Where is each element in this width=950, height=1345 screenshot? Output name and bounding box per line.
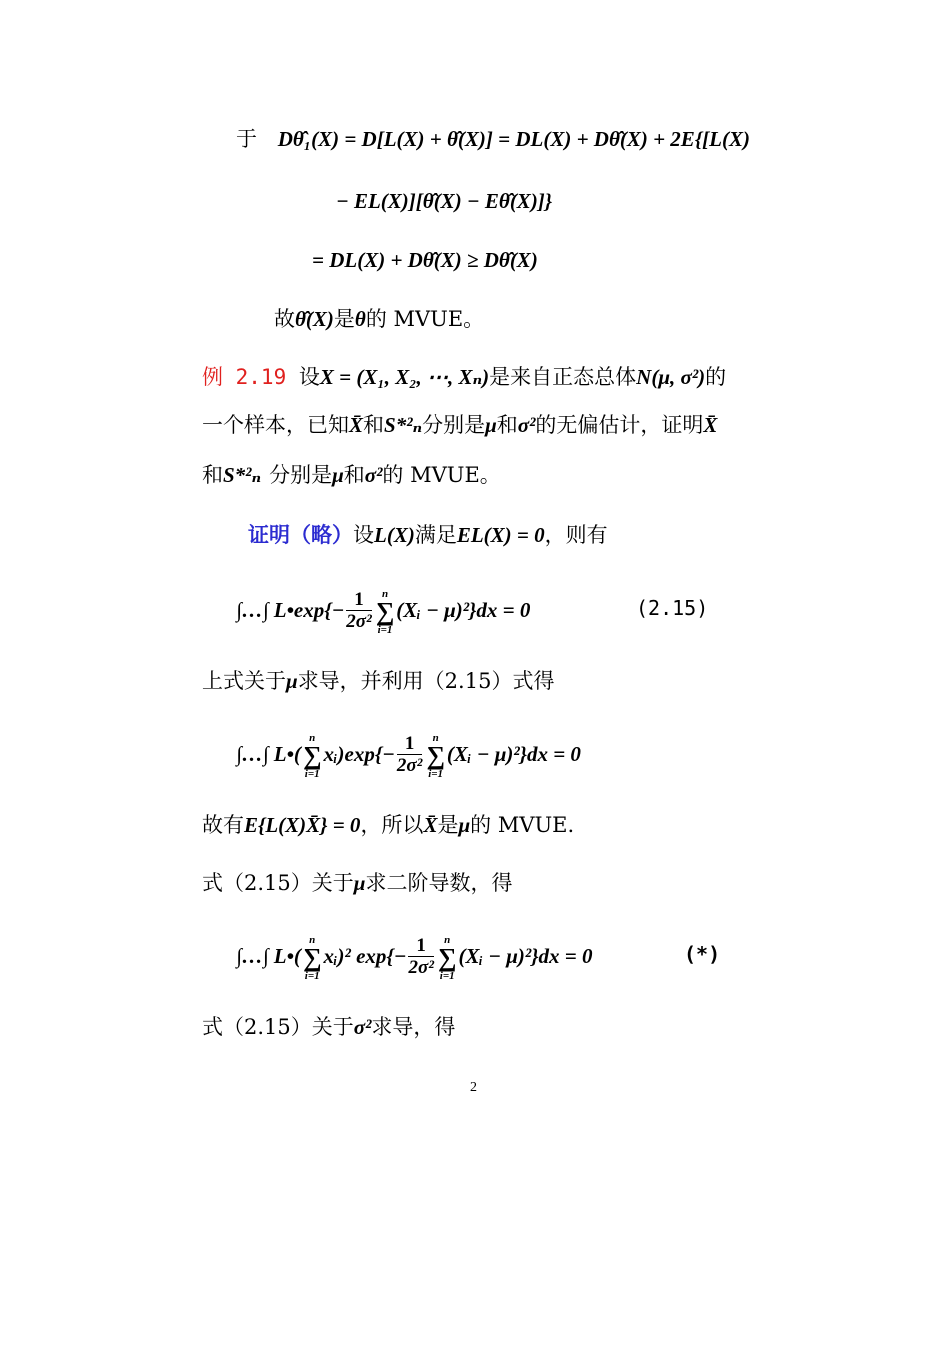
text-he: 和 <box>363 413 385 437</box>
text-shi: 是 <box>333 307 355 331</box>
math-mu-4: μ <box>458 813 471 837</box>
eq3-den: 2σ² <box>408 957 434 978</box>
math-theta: θ <box>354 307 366 331</box>
eq1-sum: n ∑ i=1 <box>375 587 395 636</box>
eq2-sum2-top: n <box>432 731 439 744</box>
derivation-line-3 <box>312 245 538 275</box>
text-de: 的 <box>705 365 727 389</box>
paragraph-second-derivative <box>202 868 512 898</box>
text-gu: 故 <box>274 307 295 331</box>
text-fenbie-2: 分别是 <box>269 463 333 487</box>
eq2-fraction <box>397 734 422 777</box>
text-fenbie: 分别是 <box>422 413 486 437</box>
text-formula-about-2: 式（2.15）关于 <box>202 1015 354 1039</box>
text-sample-known: 一个样本，已知 <box>202 413 349 437</box>
example-line-2 <box>202 410 717 440</box>
example-line-3 <box>202 460 501 490</box>
text-he-4: 和 <box>343 463 365 487</box>
eq1-sum-top: n <box>381 587 389 600</box>
text-then: ，则有 <box>544 523 608 547</box>
equation-number-2-15: (2.15) <box>636 596 709 620</box>
text-he-2: 和 <box>496 413 518 437</box>
paragraph-derivative-sigma <box>202 1012 455 1042</box>
equation-number-star: (*) <box>684 942 721 966</box>
eq3-tail: (Xᵢ − μ)²}dx = 0 <box>458 944 593 968</box>
equation-first-derivative <box>236 730 581 778</box>
eq2-sum1-top: n <box>309 731 316 744</box>
eq3-sum1-top: n <box>309 933 316 946</box>
text-unbiased: 的无偏估计，证明 <box>535 413 704 437</box>
derivation-line-2 <box>336 186 552 216</box>
paragraph-derivative-mu <box>202 666 554 696</box>
math-mu-2: μ <box>332 463 344 487</box>
text-de-mvue: 的 MVUE。 <box>365 307 485 331</box>
eq2-tail: (Xᵢ − μ)²}dx = 0 <box>446 742 581 766</box>
math-sigma2: σ² <box>517 413 536 437</box>
math-s-star-2: S*²ₙ <box>223 463 262 487</box>
text-population: 是来自正态总体 <box>489 365 637 389</box>
text-de-mvue-2: 的 MVUE。 <box>382 463 501 487</box>
eq2-sum-1: n ∑ i=1 <box>302 731 322 780</box>
text-suoyi: ，所以 <box>360 813 424 837</box>
eq3-sum2-bot: i=1 <box>439 969 455 982</box>
math-normal: N(μ, σ²) <box>636 365 706 389</box>
eq2-den: 2σ² <box>396 755 423 776</box>
equation-cross-term: − EL(X)][θ̂(X) − Eθ̂(X)]} <box>336 189 553 213</box>
text-she-2: 设 <box>353 523 374 547</box>
eq3-sum1-bot: i=1 <box>304 969 320 982</box>
text-satisfy: 满足 <box>414 523 457 547</box>
eq1-lead: ∫…∫ L•exp{− <box>236 598 345 622</box>
math-xbar: X̄ <box>349 413 364 437</box>
math-xbar-2: X̄ <box>703 413 718 437</box>
math-sample-vector: X = (X₁, X₂, ⋯, Xₙ) <box>319 365 490 389</box>
example-line-1 <box>202 362 726 392</box>
math-sigma2-3: σ² <box>353 1015 372 1039</box>
equation-d-theta1: Dθ̂₁(X) = D[L(X) + θ̂(X)] = DL(X) + Dθ̂(X) + 2E{[L(X) <box>277 127 750 151</box>
math-mu: μ <box>485 413 497 437</box>
math-theta-hat: θ̂(X) <box>295 307 334 331</box>
math-xbar-3: X̄ <box>423 813 438 837</box>
eq3-sum-1: n ∑ i=1 <box>302 933 322 982</box>
math-mu-5: μ <box>353 871 366 895</box>
eq2-sum1-bot: i=1 <box>304 767 320 780</box>
page-number: 2 <box>470 1080 477 1095</box>
text-she: 设 <box>298 365 320 389</box>
eq1-sum-bot: i=1 <box>377 623 393 636</box>
derivation-line-1 <box>236 124 750 154</box>
math-E-L-xbar: E{L(X)X̄} = 0 <box>244 813 361 837</box>
example-label: 例 2.19 <box>202 365 287 389</box>
conclusion-line <box>274 304 484 334</box>
math-sigma2-2: σ² <box>364 463 383 487</box>
eq1-num: 1 <box>346 590 371 611</box>
math-L: L(X) <box>374 523 415 547</box>
math-s-star: S*²ₙ <box>384 413 423 437</box>
math-EL-zero: EL(X) = 0 <box>456 523 545 547</box>
text-guyou: 故有 <box>202 813 244 837</box>
equation-2-15 <box>236 586 530 634</box>
math-mu-3: μ <box>286 669 298 693</box>
eq3-sum-2: n ∑ i=1 <box>437 933 457 982</box>
eq3-lead: ∫…∫ L•( <box>236 944 301 968</box>
eq2-mid: xᵢ)exp{− <box>323 742 395 766</box>
text-he-3: 和 <box>202 463 223 487</box>
eq2-sum2-bot: i=1 <box>428 767 444 780</box>
eq3-sum2-top: n <box>444 933 451 946</box>
equation-star <box>236 932 592 980</box>
text-formula-about: 式（2.15）关于 <box>202 871 354 895</box>
text-shi-2: 是 <box>437 813 459 837</box>
eq2-lead: ∫…∫ L•( <box>236 742 301 766</box>
eq1-tail: (Xᵢ − μ)²}dx = 0 <box>396 598 531 622</box>
eq3-mid: xᵢ)² exp{− <box>323 944 407 968</box>
equation-inequality: = DL(X) + Dθ̂(X) ≥ Dθ̂(X) <box>312 248 538 272</box>
eq2-sum-2: n ∑ i=1 <box>426 731 445 780</box>
text-de-mvue-3: 的 MVUE. <box>470 813 575 837</box>
eq3-fraction <box>408 936 433 979</box>
eq1-den: 2σ² <box>346 611 372 632</box>
text-second-derivative: 求二阶导数，得 <box>365 871 513 895</box>
proof-label: 证明（略） <box>248 522 353 547</box>
text-derive-using: 求导，并利用（2.15）式得 <box>297 669 555 693</box>
paragraph-xbar-mvue <box>202 810 574 840</box>
text-derive: 求导，得 <box>371 1015 456 1039</box>
eq3-num: 1 <box>408 936 433 957</box>
text-shangshi: 上式关于 <box>202 669 286 693</box>
eq2-num: 1 <box>397 734 422 755</box>
proof-line <box>248 520 608 550</box>
text-yu: 于 <box>236 127 257 151</box>
eq1-fraction <box>346 590 371 633</box>
